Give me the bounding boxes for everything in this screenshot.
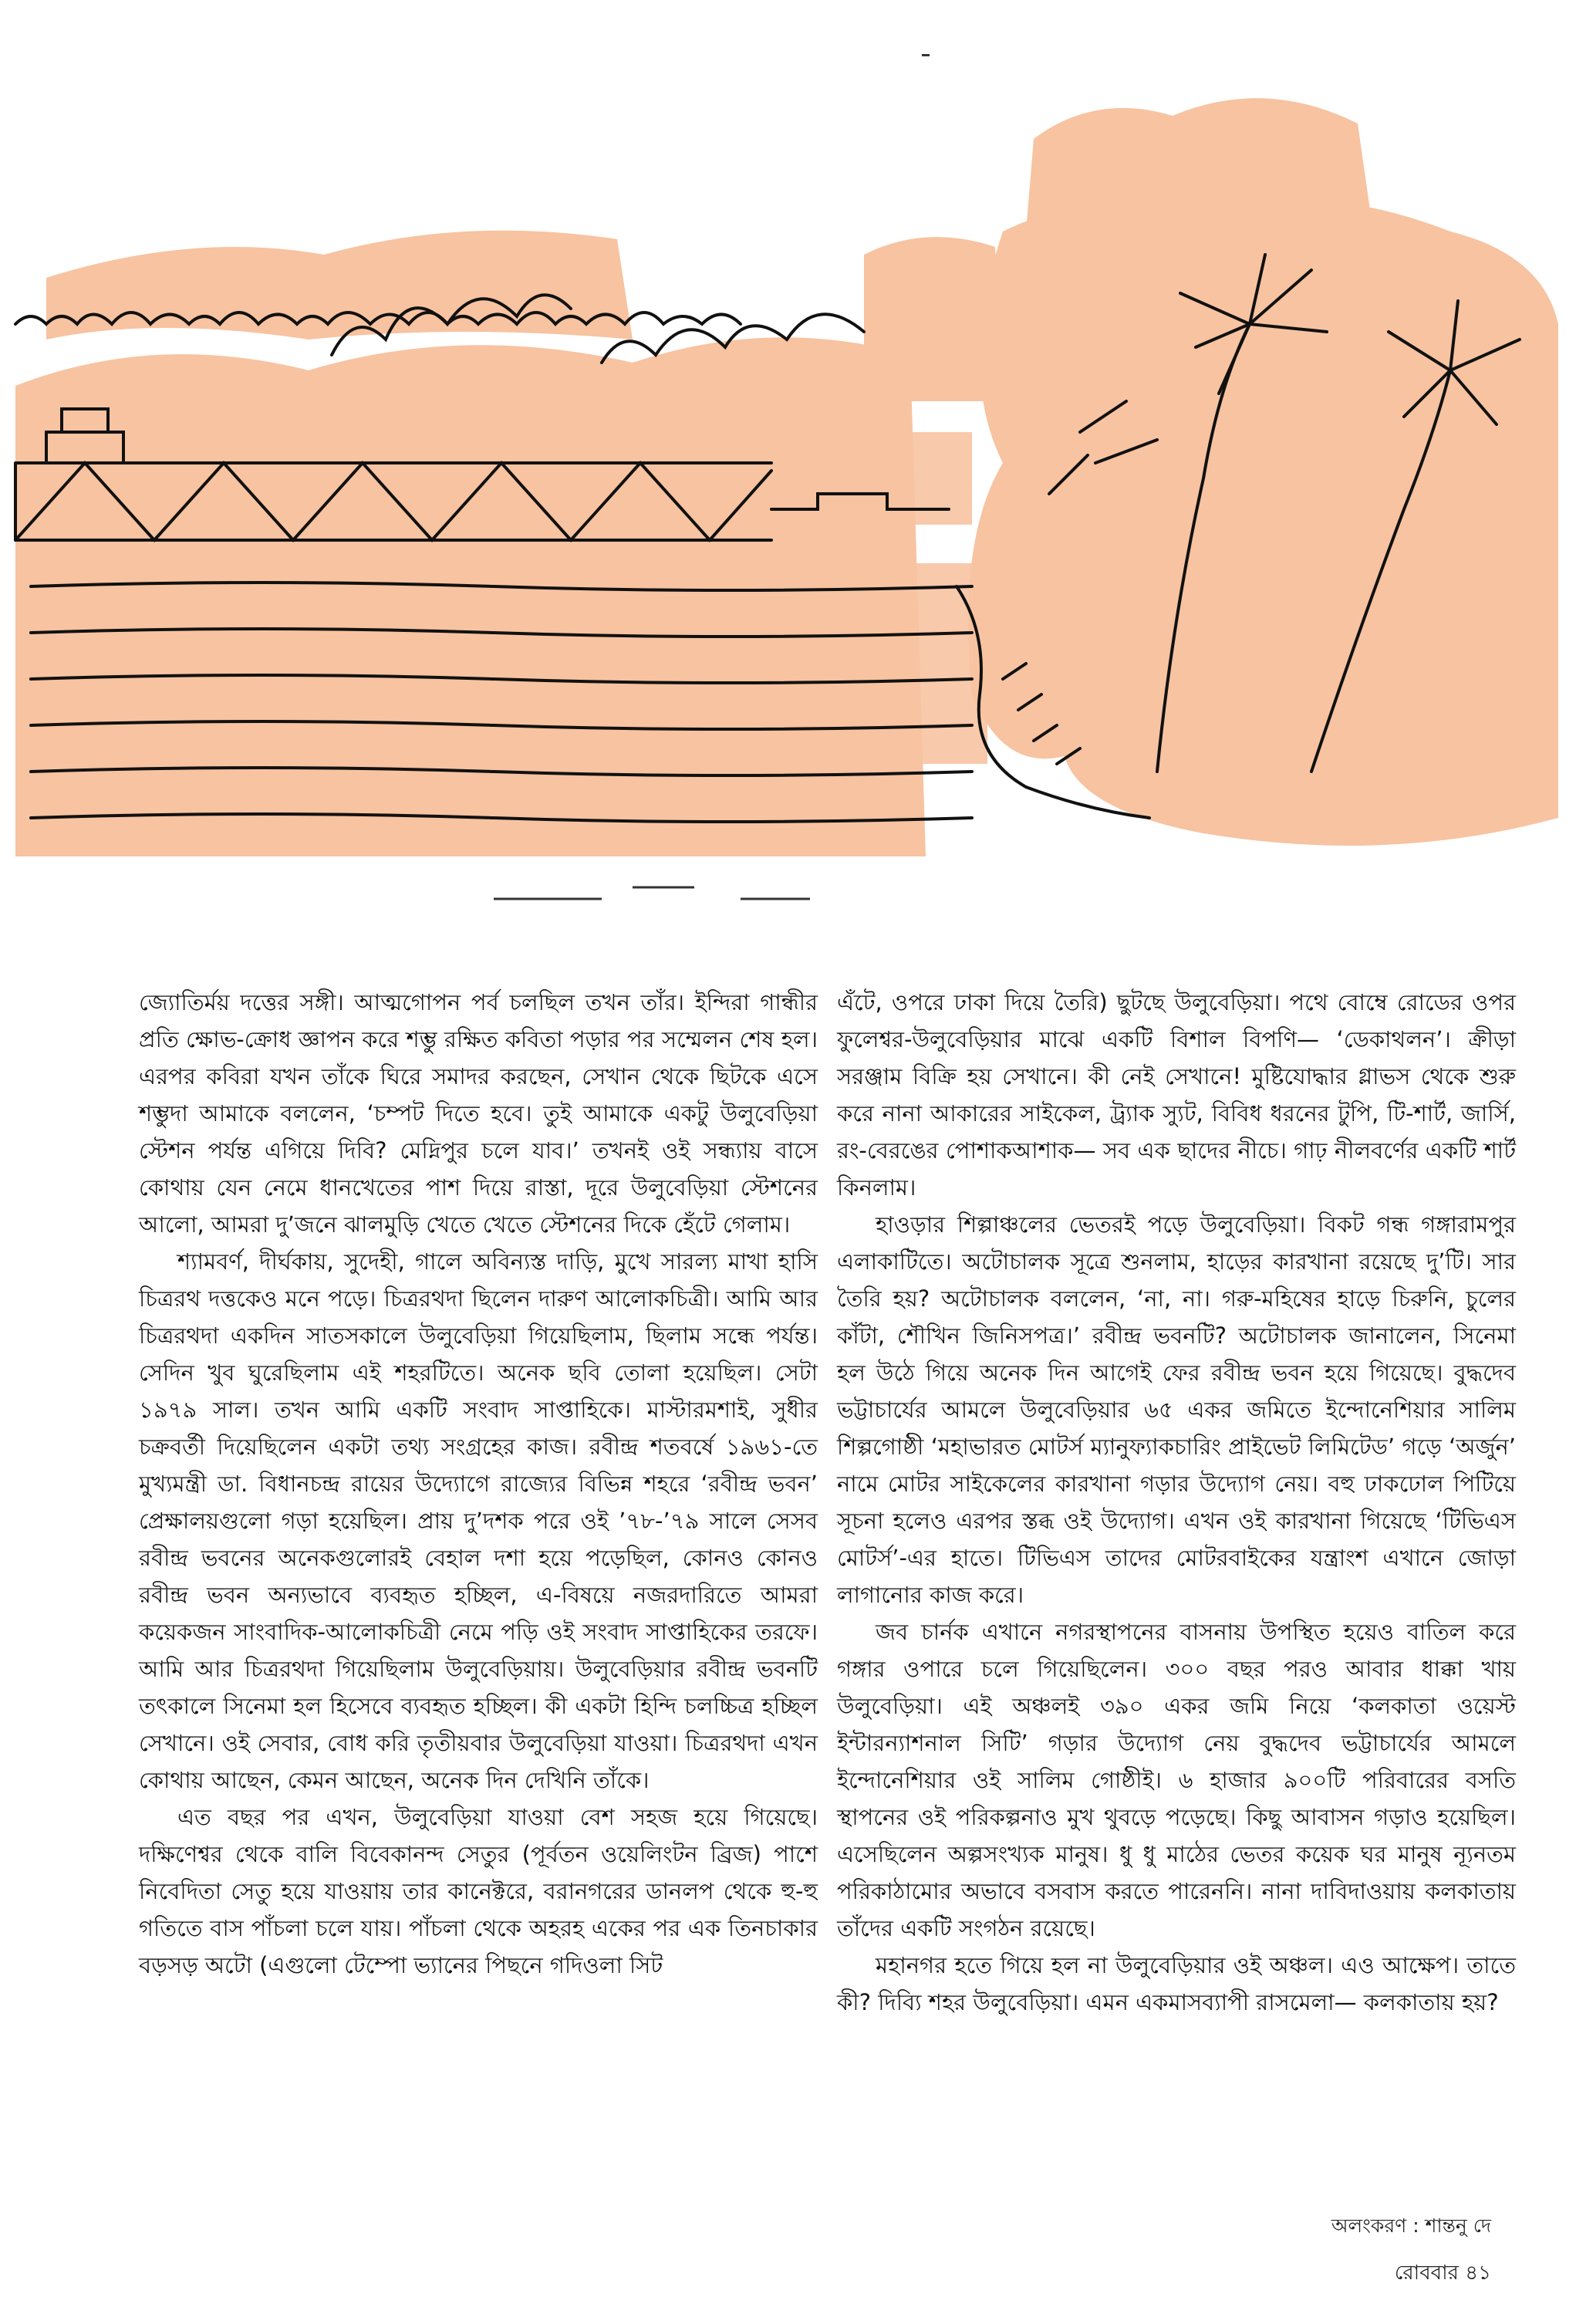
- paragraph: এত বছর পর এখন, উলুবেড়িয়া যাওয়া বেশ সহজ হয়ে গিয়েছে। দক্ষিণেশ্বর থেকে বালি বিবেকানন্দ সেতুর (পূর্বতন ওয়েলিংটন ব্রিজ) পাশে নিবেদিতা সেতু হয়ে যাওয়ায় তার কানেক্টরে, বরানগরের ডানলপ থেকে হু-হু গতিতে বাস পাঁচলা চলে যায়। পাঁচলা থেকে অহরহ একের পর এক তিনচাকার বড়সড় অটো (এগুলো টেম্পো ভ্যানের পিছনে গদিওলা সিট: [139, 1804, 818, 1978]
- article-column-right: [837, 984, 1516, 2021]
- paragraph: জ্যোতির্ময় দত্তের সঙ্গী। আত্মগোপন পর্ব চলছিল তখন তাঁর। ইন্দিরা গান্ধীর প্রতি ক্ষোভ-ক্রোধ জ্ঞাপন করে শম্ভু রক্ষিত কবিতা পড়ার পর সম্মেলন শেষ হল। এরপর কবিরা যখন তাঁকে ঘিরে সমাদর করছেন, সেখান থেকে ছিটকে এসে শম্ভুদা আমাকে বললেন, ‘চম্পট দিতে হবে। তুই আমাকে একটু উলুবেড়িয়া স্টেশন পর্যন্ত এগিয়ে দিবি? মেদ্নিপুর চলে যাব।’ তখনই ওই সন্ধ্যায় বাসে কোথায় যেন নেমে ধানখেতের পাশ দিয়ে রাস্তা, দূরে উলুবেড়িয়া স্টেশনের আলো, আমরা দু’জনে ঝালমুড়ি খেতে খেতে স্টেশনের দিকে হেঁটে গেলাম।: [139, 989, 818, 1238]
- paragraph: এঁটে, ওপরে ঢাকা দিয়ে তৈরি) ছুটছে উলুবেড়িয়া। পথে বোম্বে রোডের ওপর ফুলেশ্বর-উলুবেড়িয়ার মাঝে একটি বিশাল বিপণি— ‘ডেকাথলন’। ক্রীড়া সরঞ্জাম বিক্রি হয় সেখানে। কী নেই সেখানে! মুষ্টিযোদ্ধার গ্লাভস থেকে শুরু করে নানা আকারের সাইকেল, ট্র্যাক স্যুট, বিবিধ ধরনের টুপি, টি-শার্ট, জার্সি, রং-বেরঙের পোশাকআশাক— সব এক ছাদের নীচে। গাঢ় নীলবর্ণের একটি শার্ট কিনলাম।: [837, 989, 1516, 1201]
- paragraph: জব চার্নক এখানে নগরস্থাপনের বাসনায় উপস্থিত হয়েও বাতিল করে গঙ্গার ওপারে চলে গিয়েছিলেন। ৩০০ বছর পরও আবার ধাক্কা খায় উলুবেড়িয়া। এই অঞ্চলই ৩৯০ একর জমি নিয়ে ‘কলকাতা ওয়েস্ট ইন্টারন্যাশনাল সিটি’ গড়ার উদ্যোগ নেয় বুদ্ধদেব ভট্টাচার্যের আমলে ইন্দোনেশিয়ার ওই সালিম গোষ্ঠীই। ৬ হাজার ৯০০টি পরিবারের বসতি স্থাপনের ওই পরিকল্পনাও মুখ থুবড়ে পড়েছে। কিছু আবাসন গড়াও হয়েছিল। এসেছিলেন অল্পসংখ্যক মানুষ। ধু ধু মাঠের ভেতর কয়েক ঘর মানুষ ন্যূনতম পরিকাঠামোর অভাবে বসবাস করতে পারেননি। নানা দাবিদাওয়ায় কলকাতায় তাঁদের একটি সংগঠন রয়েছে।: [837, 1619, 1516, 1941]
- article-column-left: [139, 984, 818, 1984]
- illustration: [0, 0, 1576, 949]
- ground-marks: [494, 887, 810, 899]
- illustration-credit: অলংকরণ : শান্তনু দে: [1331, 2214, 1491, 2237]
- paragraph: মহানগর হতে গিয়ে হল না উলুবেড়িয়ার ওই অঞ্চল। এও আক্ষেপ। তাতে কী? দিব্যি শহর উলুবেড়িয়া। এমন একমাসব্যাপী রাসমেলা— কলকাতায় হয়?: [837, 1952, 1516, 2015]
- peach-wash: [15, 98, 1558, 856]
- paragraph: শ্যামবর্ণ, দীর্ঘকায়, সুদেহী, গালে অবিন্যস্ত দাড়ি, মুখে সারল্য মাখা হাসি চিত্ররথ দত্তকেও মনে পড়ে। চিত্ররথদা ছিলেন দারুণ আলোকচিত্রী। আমি আর চিত্ররথদা একদিন সাতসকালে উলুবেড়িয়া গিয়েছিলাম, ছিলাম সন্ধে পর্যন্ত। সেদিন খুব ঘুরেছিলাম এই শহরটিতে। অনেক ছবি তোলা হয়েছিল। সেটা ১৯৭৯ সাল। তখন আমি একটি সংবাদ সাপ্তাহিকে। মাস্টারমশাই, সুধীর চক্রবর্তী দিয়েছিলেন একটা তথ্য সংগ্রহের কাজ। রবীন্দ্র শতবর্ষে ১৯৬১-তে মুখ্যমন্ত্রী ডা. বিধানচন্দ্র রায়ের উদ্যোগে রাজ্যের বিভিন্ন শহরে ‘রবীন্দ্র ভবন’ প্রেক্ষালয়গুলো গড়া হয়েছিল। প্রায় দু’দশক পরে ওই ’৭৮-’৭৯ সালে সেসব রবীন্দ্র ভবনের অনেকগুলোরই বেহাল দশা হয়ে পড়েছিল, কোনও কোনও রবীন্দ্র ভবন অন্যভাবে ব্যবহৃত হচ্ছিল, এ-বিষয়ে নজরদারিতে আমরা কয়েকজন সাংবাদিক-আলোকচিত্রী নেমে পড়ি ওই সংবাদ সাপ্তাহিকের তরফে। আমি আর চিত্ররথদা গিয়েছিলাম উলুবেড়িয়ায়। উলুবেড়িয়ার রবীন্দ্র ভবনটি তৎকালে সিনেমা হল হিসেবে ব্যবহৃত হচ্ছিল। কী একটা হিন্দি চলচ্চিত্র হচ্ছিল সেখানে। ওই সেবার, বোধ করি তৃতীয়বার উলুবেড়িয়া যাওয়া। চিত্ররথদা এখন কোথায় আছেন, কেমন আছেন, অনেক দিন দেখিনি তাঁকে।: [139, 1248, 818, 1793]
- page-folio: রোববার ৪১: [1394, 2262, 1491, 2285]
- paragraph: হাওড়ার শিল্পাঞ্চলের ভেতরই পড়ে উলুবেড়িয়া। বিকট গন্ধ গঙ্গারামপুর এলাকাটিতে। অটোচালক সূত্রে শুনলাম, হাড়ের কারখানা রয়েছে দু’টি। সার তৈরি হয়? অটোচালক বললেন, ‘না, না। গরু-মহিষের হাড়ে চিরুনি, চুলের কাঁটা, শৌখিন জিনিসপত্র।’ রবীন্দ্র ভবনটি? অটোচালক জানালেন, সিনেমা হল উঠে গিয়ে অনেক দিন আগেই ফের রবীন্দ্র ভবন হয়ে গিয়েছে। বুদ্ধদেব ভট্টাচার্যের আমলে উলুবেড়িয়ার ৬৫ একর জমিতে ইন্দোনেশিয়ার সালিম শিল্পগোষ্ঠী ‘মহাভারত মোটর্স ম্যানুফ্যাকচারিং প্রাইভেট লিমিটেড’ গড়ে ‘অর্জুন’ নামে মোটর সাইকেলের কারখানা গড়ার উদ্যোগ নেয়। বহু ঢাকঢোল পিটিয়ে সূচনা হলেও এরপর স্তব্ধ ওই উদ্যোগ। এখন ওই কারখানা গিয়েছে ‘টিভিএস মোটর্স’-এর হাতে। টিভিএস তাদের মোটরবাইকের যন্ত্রাংশ এখানে জোড়া লাগানোর কাজ করে।: [837, 1211, 1516, 1608]
